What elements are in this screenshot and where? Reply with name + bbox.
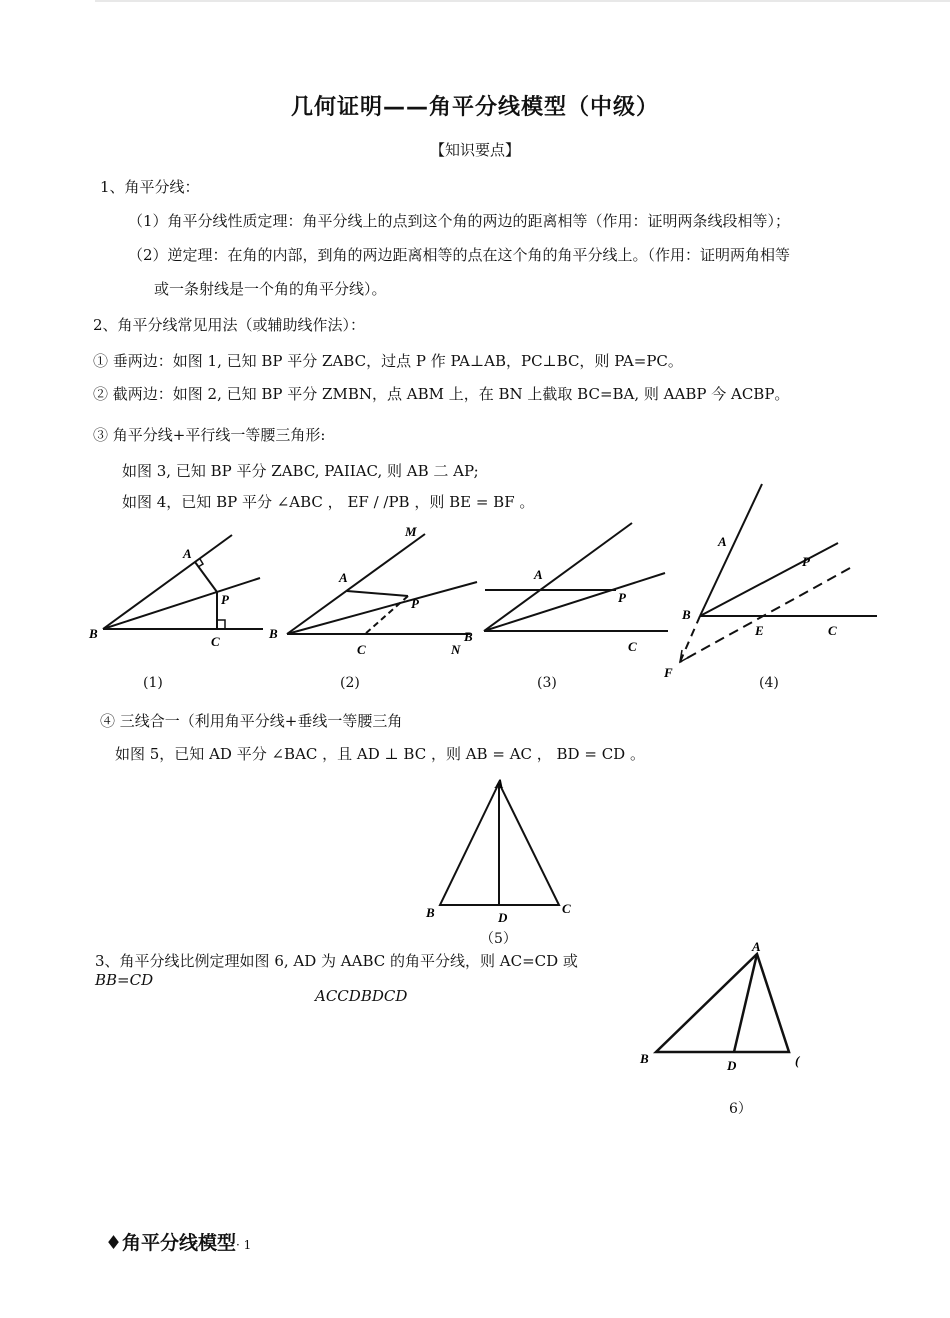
fig5-label-b: B <box>426 905 435 920</box>
fig3-label-c: C <box>628 639 637 654</box>
fig1-label-c: C <box>211 634 220 649</box>
fig5-label-c: C <box>562 901 571 916</box>
fig2-label-p: P <box>411 596 419 611</box>
method2-text: ② 截两边：如图 2, 已知 BP 平分 ZMBN，点 ABM 上，在 BN 上截取 BC=BA, 则 AABP 今 ACBP。 <box>93 385 790 403</box>
sec1-item1: （1）角平分线性质定理：角平分线上的点到这个角的两边的距离相等（作用：证明两条线段相等）； <box>128 212 791 230</box>
fig4-label-a: A <box>718 534 727 549</box>
footer-page-number: · 1 <box>236 1238 252 1252</box>
caption-fig1: (1) <box>143 675 163 691</box>
top-border-line <box>95 0 950 2</box>
fig4-label-p: P <box>802 554 810 569</box>
fig4-label-c: C <box>828 623 837 638</box>
fig3-label-b: B <box>464 629 473 644</box>
sec3-line2: BB=CD <box>95 971 154 989</box>
method4-heading-partial: ④ 三线合一（利用角平分线+垂线一等腰三角 <box>100 712 403 730</box>
figure-1-diagram <box>85 530 270 650</box>
figure-5-triangle <box>420 775 580 925</box>
fig5-description: 如图 5，已知 AD 平分 ∠BAC ，且 AD ⊥ BC ，则 AB = AC ， BD = CD 。 <box>115 745 645 763</box>
section-subtitle: 【知识要点】 <box>429 141 520 159</box>
fig2-label-m: M <box>405 524 417 539</box>
sec3-formula: ACCDBDCD <box>315 987 408 1005</box>
sec3-line1: 3、角平分线比例定理如图 6, AD 为 AABC 的角平分线，则 AC=CD 或 <box>95 952 578 970</box>
sec2-heading: 2、角平分线常见用法（或辅助线作法）： <box>93 316 366 334</box>
caption-fig2: (2) <box>340 675 360 691</box>
sec1-heading: 1、角平分线： <box>100 178 200 196</box>
footer-title: ♦角平分线模型 <box>105 1232 237 1254</box>
sec1-item2-line2: 或一条射线是一个角的角平分线）。 <box>154 280 387 298</box>
method3-fig3-text: 如图 3, 已知 BP 平分 ZABC, PAIIAC, 则 AB 二 AP; <box>122 462 479 480</box>
fig1-label-a: A <box>183 546 192 561</box>
figure-3-diagram <box>460 515 675 660</box>
fig1-label-b: B <box>89 626 98 641</box>
figure-4-diagram <box>660 480 885 685</box>
sec1-item2-line1: （2）逆定理：在角的内部，到角的两边距离相等的点在这个角的角平分线上。（作用：证明两角相等 <box>128 246 791 264</box>
fig3-label-a: A <box>534 567 543 582</box>
fig6-label-c: ( <box>795 1053 800 1068</box>
footer-label <box>105 1228 251 1255</box>
fig2-label-a: A <box>339 570 348 585</box>
fig5-label-d: D <box>498 910 508 925</box>
fig3-label-p: P <box>618 590 626 605</box>
fig6-label-d: D <box>727 1058 737 1073</box>
method3-fig4-text: 如图 4，已知 BP 平分 ∠ABC ， EF / /PB ，则 BE = BF 。 <box>122 493 535 511</box>
fig4-label-f: F <box>664 665 673 680</box>
fig1-label-p: P <box>221 592 229 607</box>
fig5-label-a: A <box>495 776 504 791</box>
fig6-label-a: A <box>752 939 761 954</box>
fig2-label-b: B <box>269 626 278 641</box>
method1-text: ① 垂两边：如图 1, 已知 BP 平分 ZABC，过点 P 作 PA⊥AB，PC⊥BC，则 PA=PC。 <box>93 352 683 370</box>
caption-fig4: (4) <box>759 675 779 691</box>
fig6-label-b: B <box>640 1051 649 1066</box>
fig4-label-b: B <box>682 607 691 622</box>
method3-heading: ③ 角平分线+平行线一等腰三角形: <box>93 426 326 444</box>
fig2-label-c: C <box>357 642 366 657</box>
figure-2-diagram <box>265 520 485 660</box>
caption-fig6: 6） <box>729 1101 752 1117</box>
fig4-label-e: E <box>755 623 764 638</box>
caption-fig3: (3) <box>537 675 557 691</box>
fig2-label-n: N <box>451 642 461 657</box>
page-title: 几何证明——角平分线模型（中级） <box>290 95 659 120</box>
figure-6-triangle <box>635 935 815 1073</box>
caption-fig5: （5） <box>480 931 517 947</box>
